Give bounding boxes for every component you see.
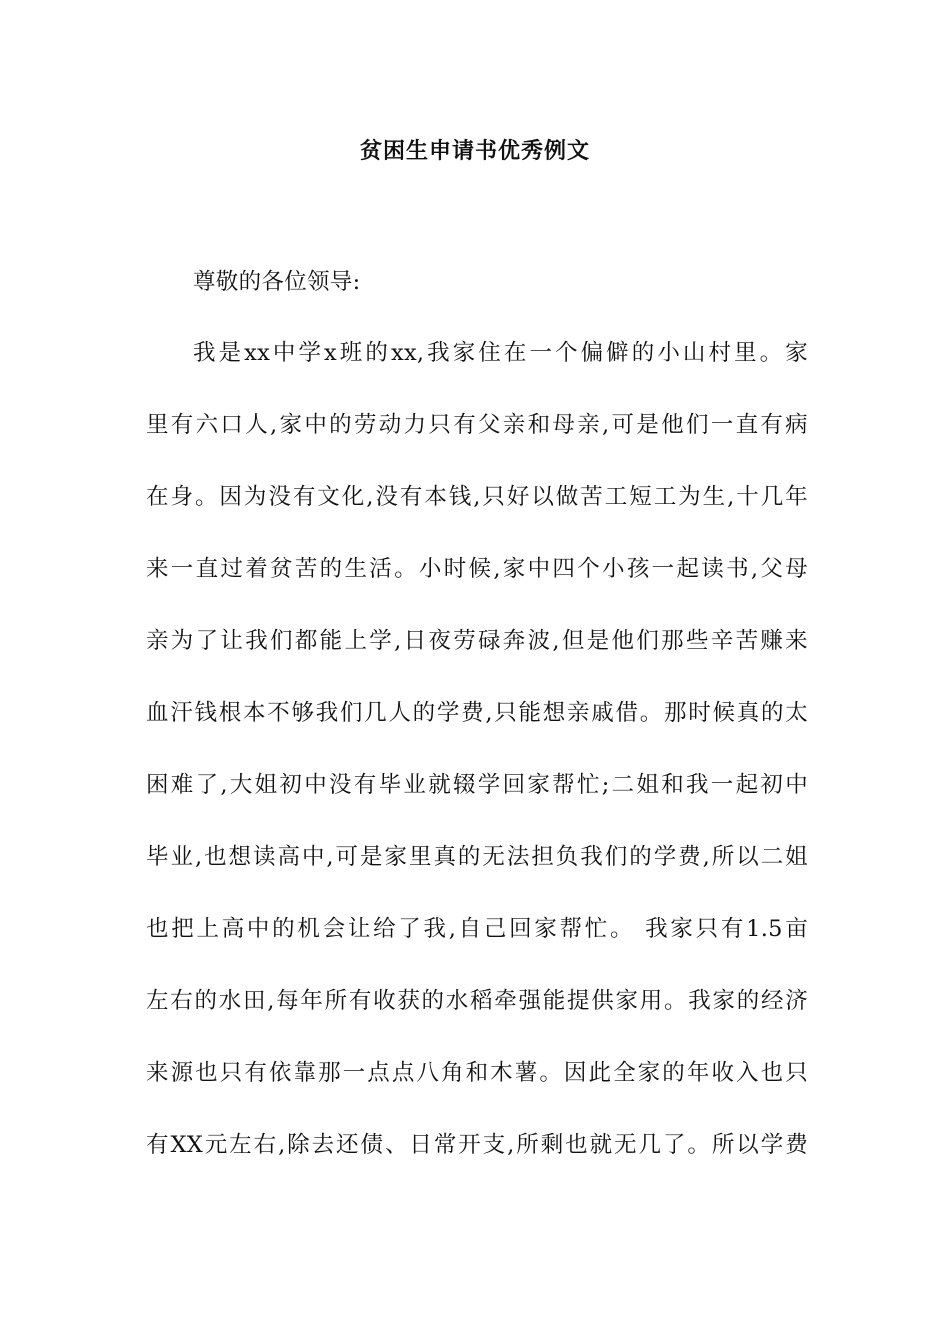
body-line: 毕业,也想读高中,可是家里真的无法担负我们的学费,所以二姐: [146, 844, 808, 870]
body-line: 血汗钱根本不够我们几人的学费,只能想亲戚借。那时候真的太: [146, 700, 808, 726]
body-line: 有XX元左右,除去还债、日常开支,所剩也就无几了。所以学费: [146, 1132, 808, 1158]
body-line: 左右的水田,每年所有收获的水稻牵强能提供家用。我家的经济: [146, 988, 808, 1014]
body-line: 亲为了让我们都能上学,日夜劳碌奔波,但是他们那些辛苦赚来: [146, 628, 808, 654]
body-line: 困难了,大姐初中没有毕业就辍学回家帮忙;二姐和我一起初中: [146, 772, 808, 798]
body-line: 我是xx中学x班的xx,我家住在一个偏僻的小山村里。家: [193, 340, 808, 366]
document-title: 贫困生申请书优秀例文: [359, 139, 590, 164]
body-line: 来一直过着贫苦的生活。小时候,家中四个小孩一起读书,父母: [146, 556, 808, 582]
salutation: 尊敬的各位领导:: [193, 269, 361, 295]
body-line: 里有六口人,家中的劳动力只有父亲和母亲,可是他们一直有病: [146, 412, 808, 438]
body-line: 也把上高中的机会让给了我,自己回家帮忙。 我家只有1.5亩: [146, 916, 808, 942]
body-line: 在身。因为没有文化,没有本钱,只好以做苦工短工为生,十几年: [146, 484, 808, 510]
body-line: 来源也只有依靠那一点点八角和木薯。因此全家的年收入也只: [146, 1060, 808, 1086]
